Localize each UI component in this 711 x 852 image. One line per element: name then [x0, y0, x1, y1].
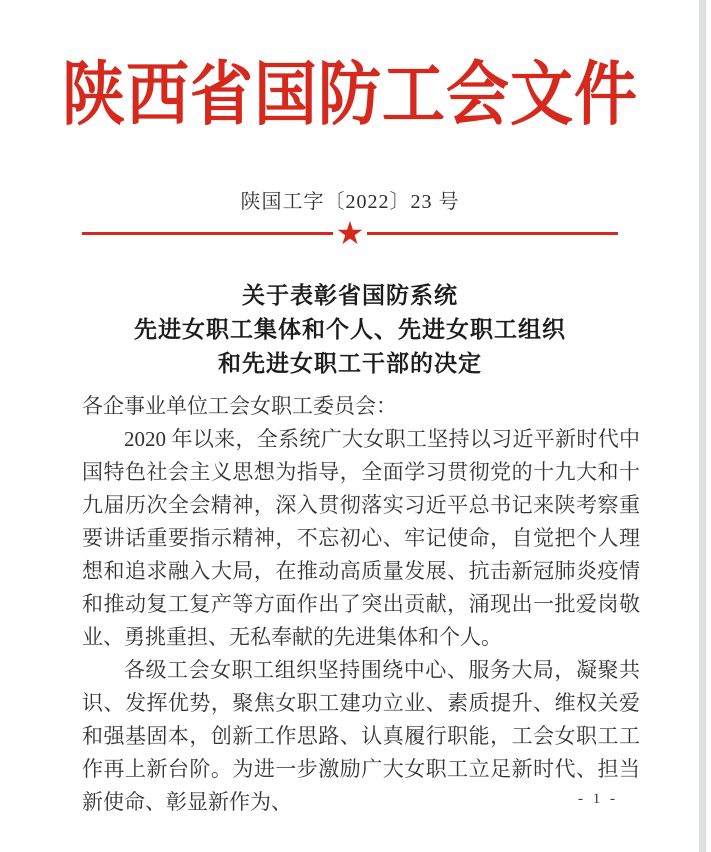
- document-body: [82, 390, 640, 819]
- document-title-line-1: 关于表彰省国防系统: [242, 283, 458, 308]
- divider-rule-right: [367, 232, 618, 235]
- document-title-line-2: 先进女职工集体和个人、先进女职工组织: [134, 317, 566, 342]
- salutation: 各企事业单位工会女职工委员会：: [82, 394, 397, 418]
- divider-rule-left: [82, 232, 333, 235]
- document-title: [0, 279, 700, 381]
- body-paragraph-2: 各级工会女职工组织坚持围绕中心、服务大局，凝聚共识、发挥优势，聚焦女职工建功立业、素质提升、维权关爱和强基固本，创新工作思路、认真履行职能，工会女职工工作再上新台阶。为进一步激励广大女职工立足新时代、担当新使命、彰显新作为、: [82, 658, 640, 814]
- letterhead-title: 陕西省国防工会文件: [62, 56, 638, 134]
- body-paragraph-1: 2020 年以来，全系统广大女职工坚持以习近平新时代中国特色社会主义思想为指导，全面学习贯彻党的十九大和十九届历次全会精神，深入贯彻落实习近平总书记来陕考察重要讲话重要指示精神，不忘初心、牢记使命，自觉把个人理想和追求融入大局，在推动高质量发展、抗击新冠肺炎疫情和推动复工复产等方面作出了突出贡献，涌现出一批爱岗敬业、勇挑重担、无私奉献的先进集体和个人。: [82, 427, 640, 649]
- red-divider: [82, 214, 618, 252]
- scan-edge-artifact: [699, 0, 706, 852]
- star-icon: ★: [335, 214, 365, 252]
- document-title-line-3: 和先进女职工干部的决定: [218, 351, 482, 376]
- page-number: - 1 -: [578, 791, 618, 807]
- document-number: 陕国工字〔2022〕23 号: [240, 191, 460, 213]
